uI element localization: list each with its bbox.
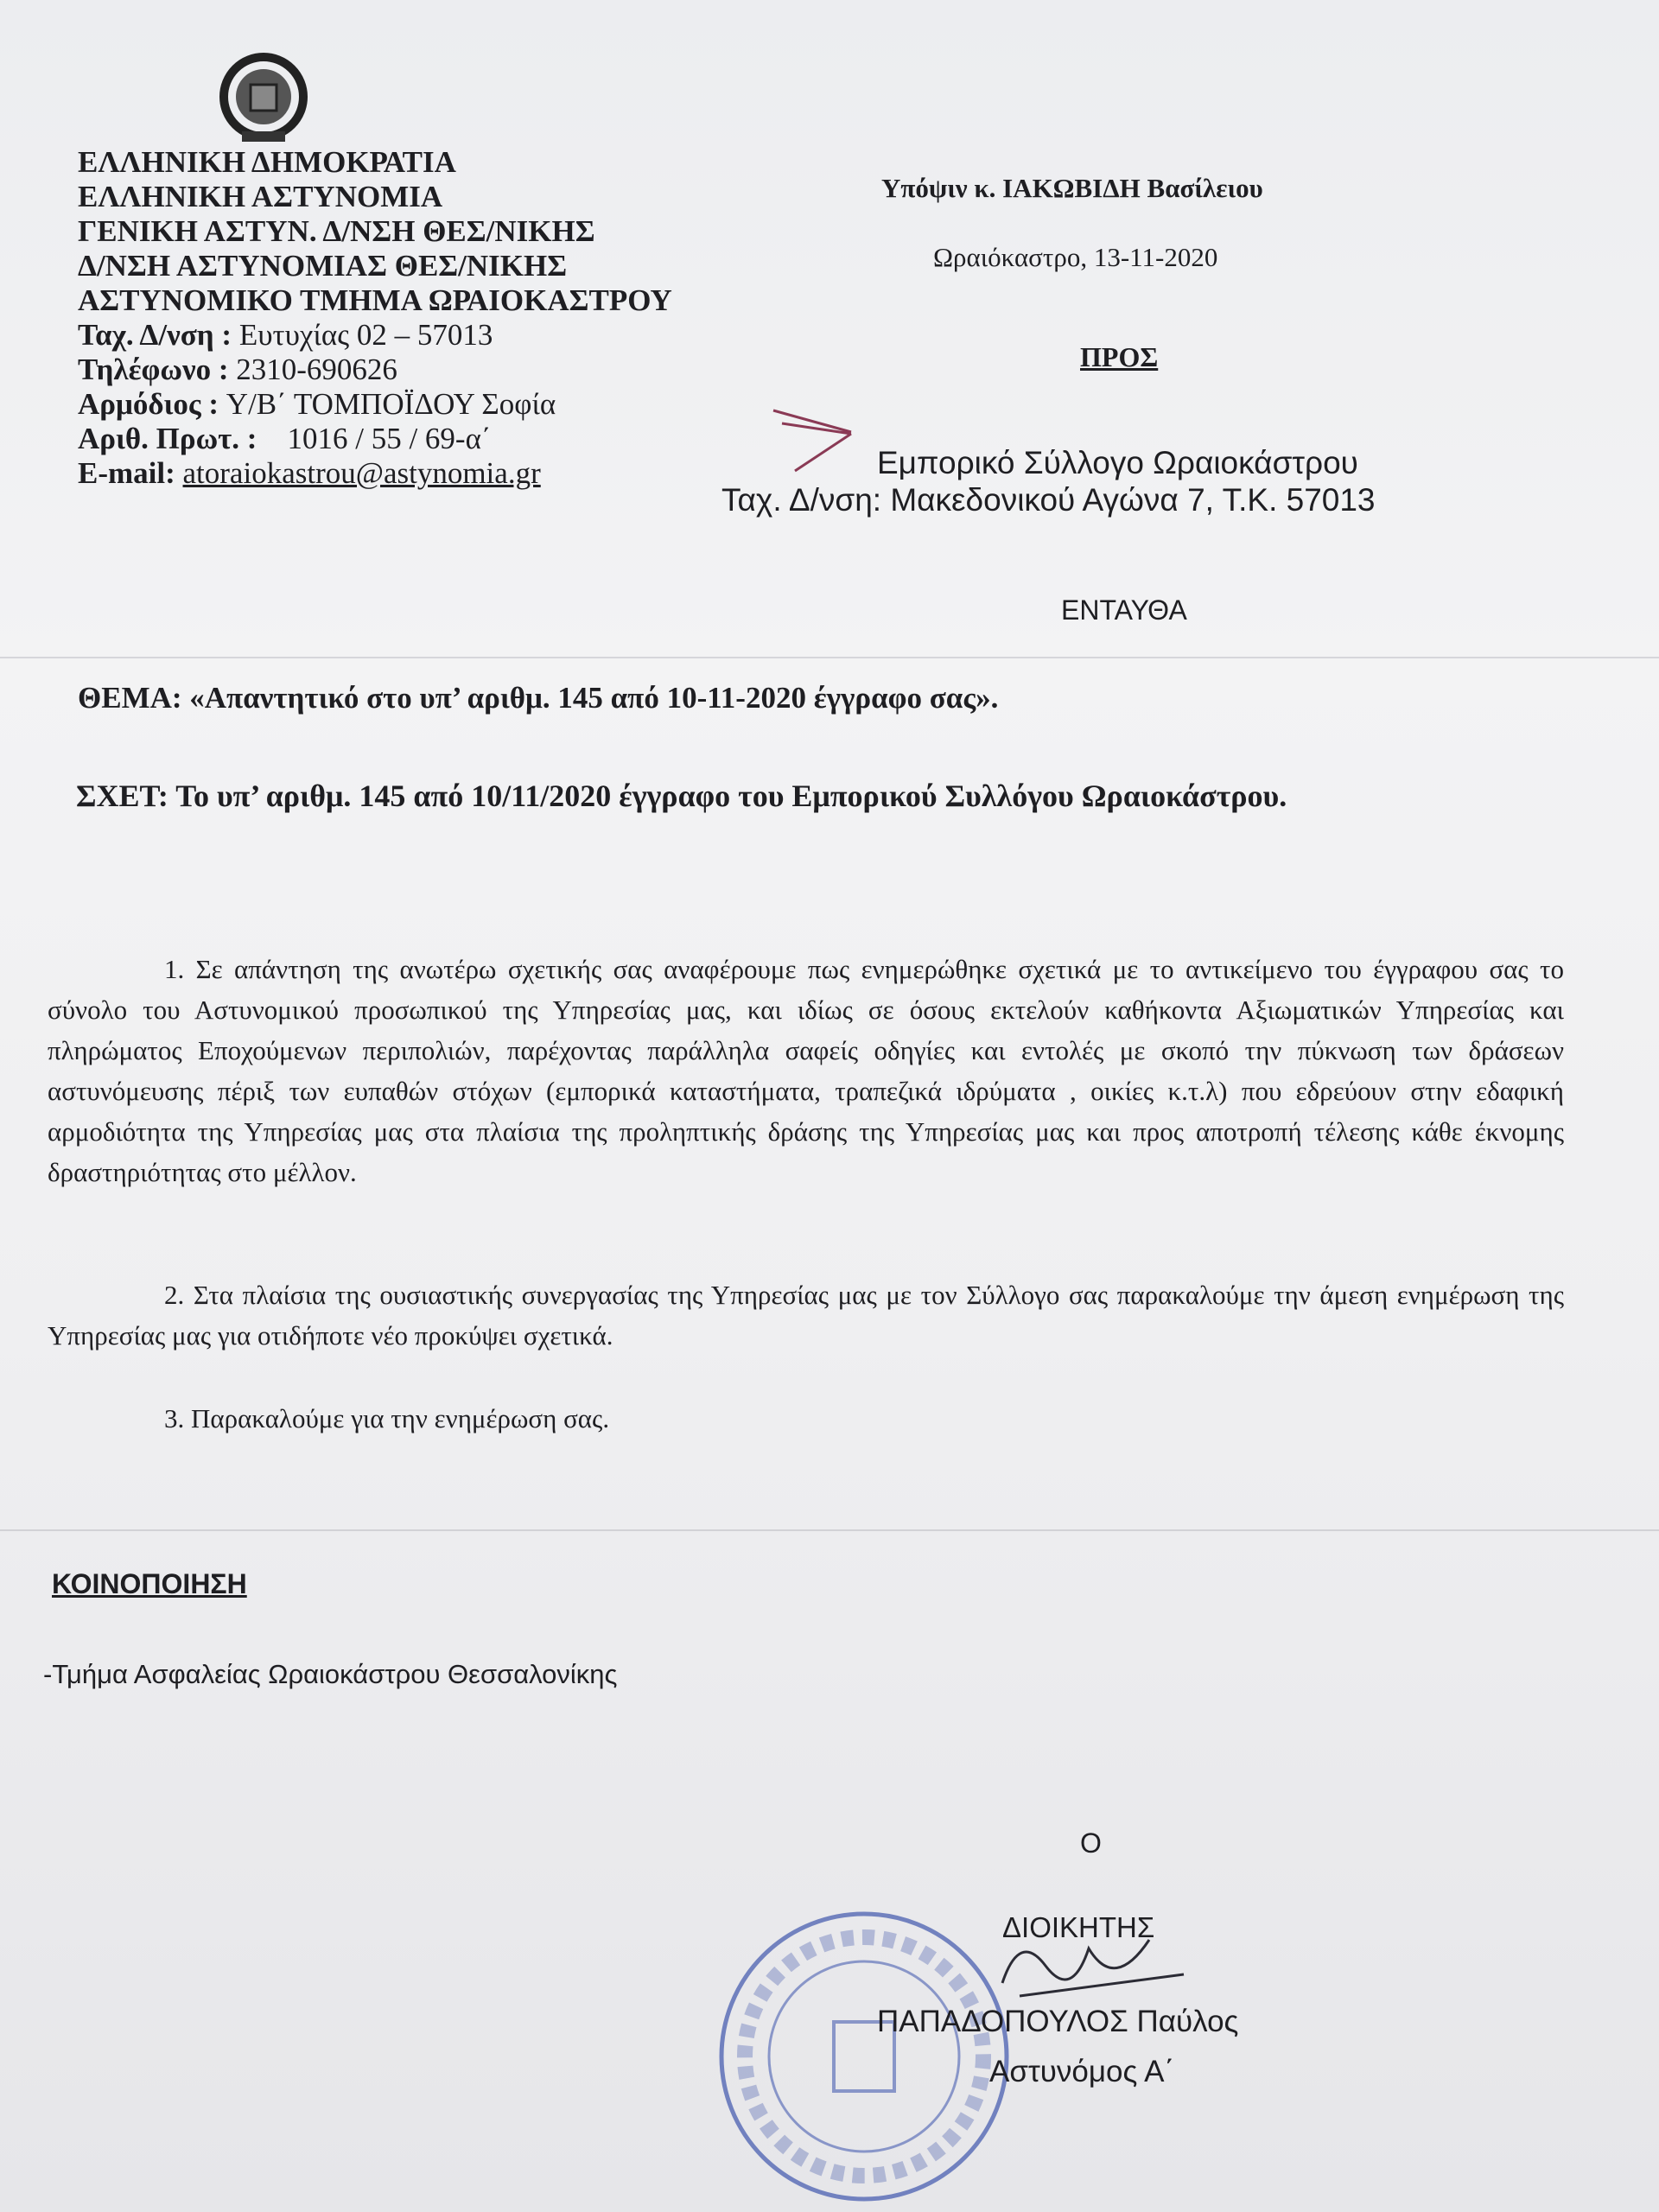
signatory-title: ΔΙΟΙΚΗΤΗΣ <box>1002 1911 1155 1943</box>
phone-value: 2310-690626 <box>236 353 397 386</box>
email-field <box>78 456 672 491</box>
attention-line: Υπόψιν κ. ΙΑΚΩΒΙΔΗ Βασίλειου <box>881 173 1263 203</box>
letterhead-line: ΑΣΤΥΝΟΜΙΚΟ ΤΜΗΜΑ ΩΡΑΙΟΚΑΣΤΡΟΥ <box>78 283 672 317</box>
officer-label: Αρμόδιος : <box>78 387 219 421</box>
paragraph-3: 3. Παρακαλούμε για την ενημέρωση σας. <box>164 1403 610 1433</box>
email-link[interactable]: atoraiokastrou@astynomia.gr <box>182 456 541 490</box>
officer-value: Υ/Β΄ ΤΟΜΠΟΪΔΟΥ Σοφία <box>226 387 556 421</box>
phone-field <box>78 353 672 387</box>
letterhead-line: ΕΛΛΗΝΙΚΗ ΑΣΤΥΝΟΜΙΑ <box>78 180 443 213</box>
letterhead <box>78 145 672 491</box>
paragraph-1: 1. Σε απάντηση της ανωτέρω σχετικής σας αναφέρουμε πως ενημερώθηκε σχετικά με το αντικείμενο του έγγραφου σας το σύνολο του Αστυνομικού προσωπικού της Υπηρεσίας μας, και ιδίως σε όσους εκτελούν καθήκοντα Αξιωματικών Υπηρεσίας και πληρώματος Εποχούμενων περιπολιών, παρέχοντας παράλληλα σαφείς οδηγίες και εντολές με σκοπό την πύκνωση των δράσεων αστυνόμευσης πέριξ των ευπαθών στόχων (εμπορικά καταστήματα, τραπεζικά ιδρύματα , οικίες κ.τ.λ) που εδρεύουν στην εδαφική αρμοδιότητα της Υπηρεσίας μας στα πλαίσια της προληπτικής δράσης της Υπηρεσίας μας και προς αποτροπή τέλεσης κάθε έκνομης δραστηριότητας στο μέλλον. <box>48 954 1564 1187</box>
to-label: ΠΡΟΣ <box>1080 341 1159 372</box>
paper-fold <box>0 657 1659 658</box>
here-label: ΕΝΤΑΥΘΑ <box>1061 594 1187 626</box>
paragraph-2: 2. Στα πλαίσια της ουσιαστικής συνεργασίας της Υπηρεσίας μας με τον Σύλλογο σας παρακαλούμε την άμεση ενημέρωση της Υπηρεσίας μας για οτιδήποτε νέο προκύψει σχετικά. <box>48 1280 1564 1351</box>
address-field <box>78 318 672 353</box>
signatory-rank: Αστυνόμος Α΄ <box>989 2055 1175 2088</box>
official-stamp <box>709 1892 1020 2212</box>
date-line: Ωραιόκαστρο, 13-11-2020 <box>933 242 1218 272</box>
recipient-name: Εμπορικό Σύλλογο Ωραιοκάστρου <box>877 445 1358 480</box>
reference-line: ΣΧΕΤ: Το υπ’ αριθμ. 145 από 10/11/2020 έγγραφο του Εμπορικού Συλλόγου Ωραιοκάστρου. <box>76 779 1287 813</box>
email-label: E-mail: <box>78 456 175 490</box>
address-label: Ταχ. Δ/νση : <box>78 318 232 352</box>
subject-line: ΘΕΜΑ: «Απαντητικό στο υπ’ αριθμ. 145 από 10-11-2020 έγγραφο σας». <box>78 681 999 715</box>
recipient-address: Ταχ. Δ/νση: Μακεδονικού Αγώνα 7, Τ.Κ. 57013 <box>721 482 1376 518</box>
paper-fold <box>0 1529 1659 1531</box>
cc-item: -Τμήμα Ασφαλείας Ωραιοκάστρου Θεσσαλονίκης <box>43 1659 618 1689</box>
address-value: Ευτυχίας 02 – 57013 <box>238 318 493 352</box>
protocol-number-field <box>78 422 672 456</box>
handwritten-arrow-mark <box>769 406 864 475</box>
letterhead-line: ΕΛΛΗΝΙΚΗ ΔΗΜΟΚΡΑΤΙΑ <box>78 145 456 179</box>
officer-field <box>78 387 672 422</box>
signatory-name: ΠΑΠΑΔΟΠΟΥΛΟΣ Παύλος <box>877 2005 1239 2038</box>
cc-heading: ΚΟΙΝΟΠΟΙΗΣΗ <box>52 1568 247 1599</box>
police-emblem-logo <box>216 52 311 147</box>
letterhead-line: Δ/ΝΣΗ ΑΣΤΥΝΟΜΙΑΣ ΘΕΣ/ΝΙΚΗΣ <box>78 249 568 283</box>
protocol-label: Αριθ. Πρωτ. : <box>78 422 257 455</box>
letterhead-line: ΓΕΝΙΚΗ ΑΣΤΥΝ. Δ/ΝΣΗ ΘΕΣ/ΝΙΚΗΣ <box>78 214 595 248</box>
signature-article: Ο <box>1080 1827 1102 1859</box>
protocol-value: 1016 / 55 / 69-α΄ <box>287 422 492 455</box>
phone-label: Τηλέφωνο : <box>78 353 229 386</box>
